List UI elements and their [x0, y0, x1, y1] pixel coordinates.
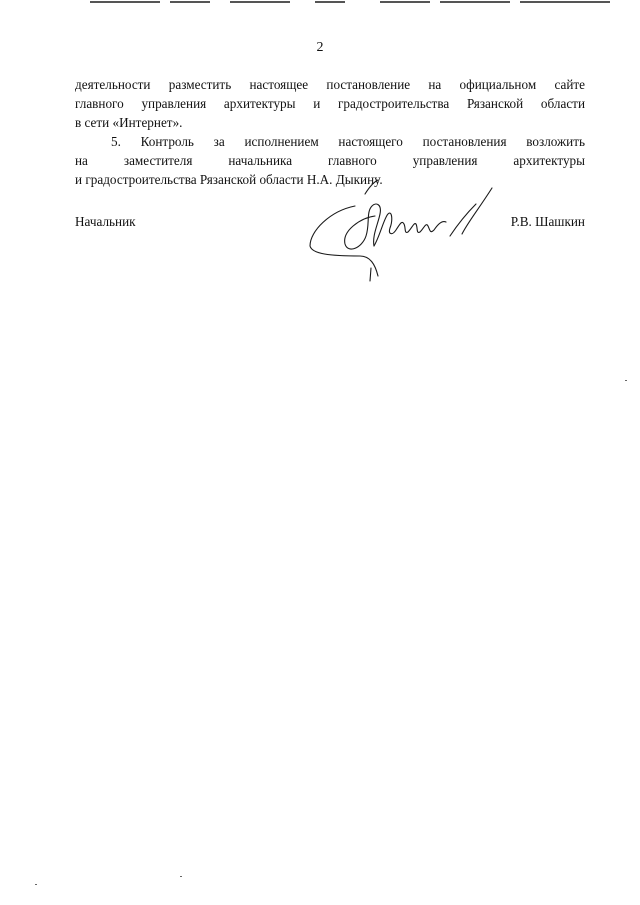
- scan-artifact-top: [90, 0, 620, 4]
- text-line: в сети «Интернет».: [75, 115, 183, 130]
- page-number: 2: [316, 40, 324, 55]
- text-line: и градостроительства Рязанской области Н.А. Дыкину.: [75, 172, 383, 187]
- signer-name: Р.В. Шашкин: [510, 214, 585, 229]
- paragraph-publication: [75, 75, 585, 132]
- handwritten-signature: [300, 176, 500, 286]
- scan-speck: [180, 876, 182, 877]
- text-line: деятельности разместить настоящее постановление на официальном сайте: [75, 77, 585, 92]
- scan-speck: [625, 380, 627, 381]
- signer-title: Начальник: [75, 214, 136, 229]
- text-line: главного управления архитектуры и градостроительства Рязанской области: [75, 96, 585, 111]
- text-line: 5. Контроль за исполнением настоящего постановления возложить: [111, 134, 585, 149]
- document-body: [75, 75, 585, 189]
- scan-speck: [35, 884, 37, 885]
- text-line: на заместителя начальника главного управления архитектуры: [75, 153, 585, 168]
